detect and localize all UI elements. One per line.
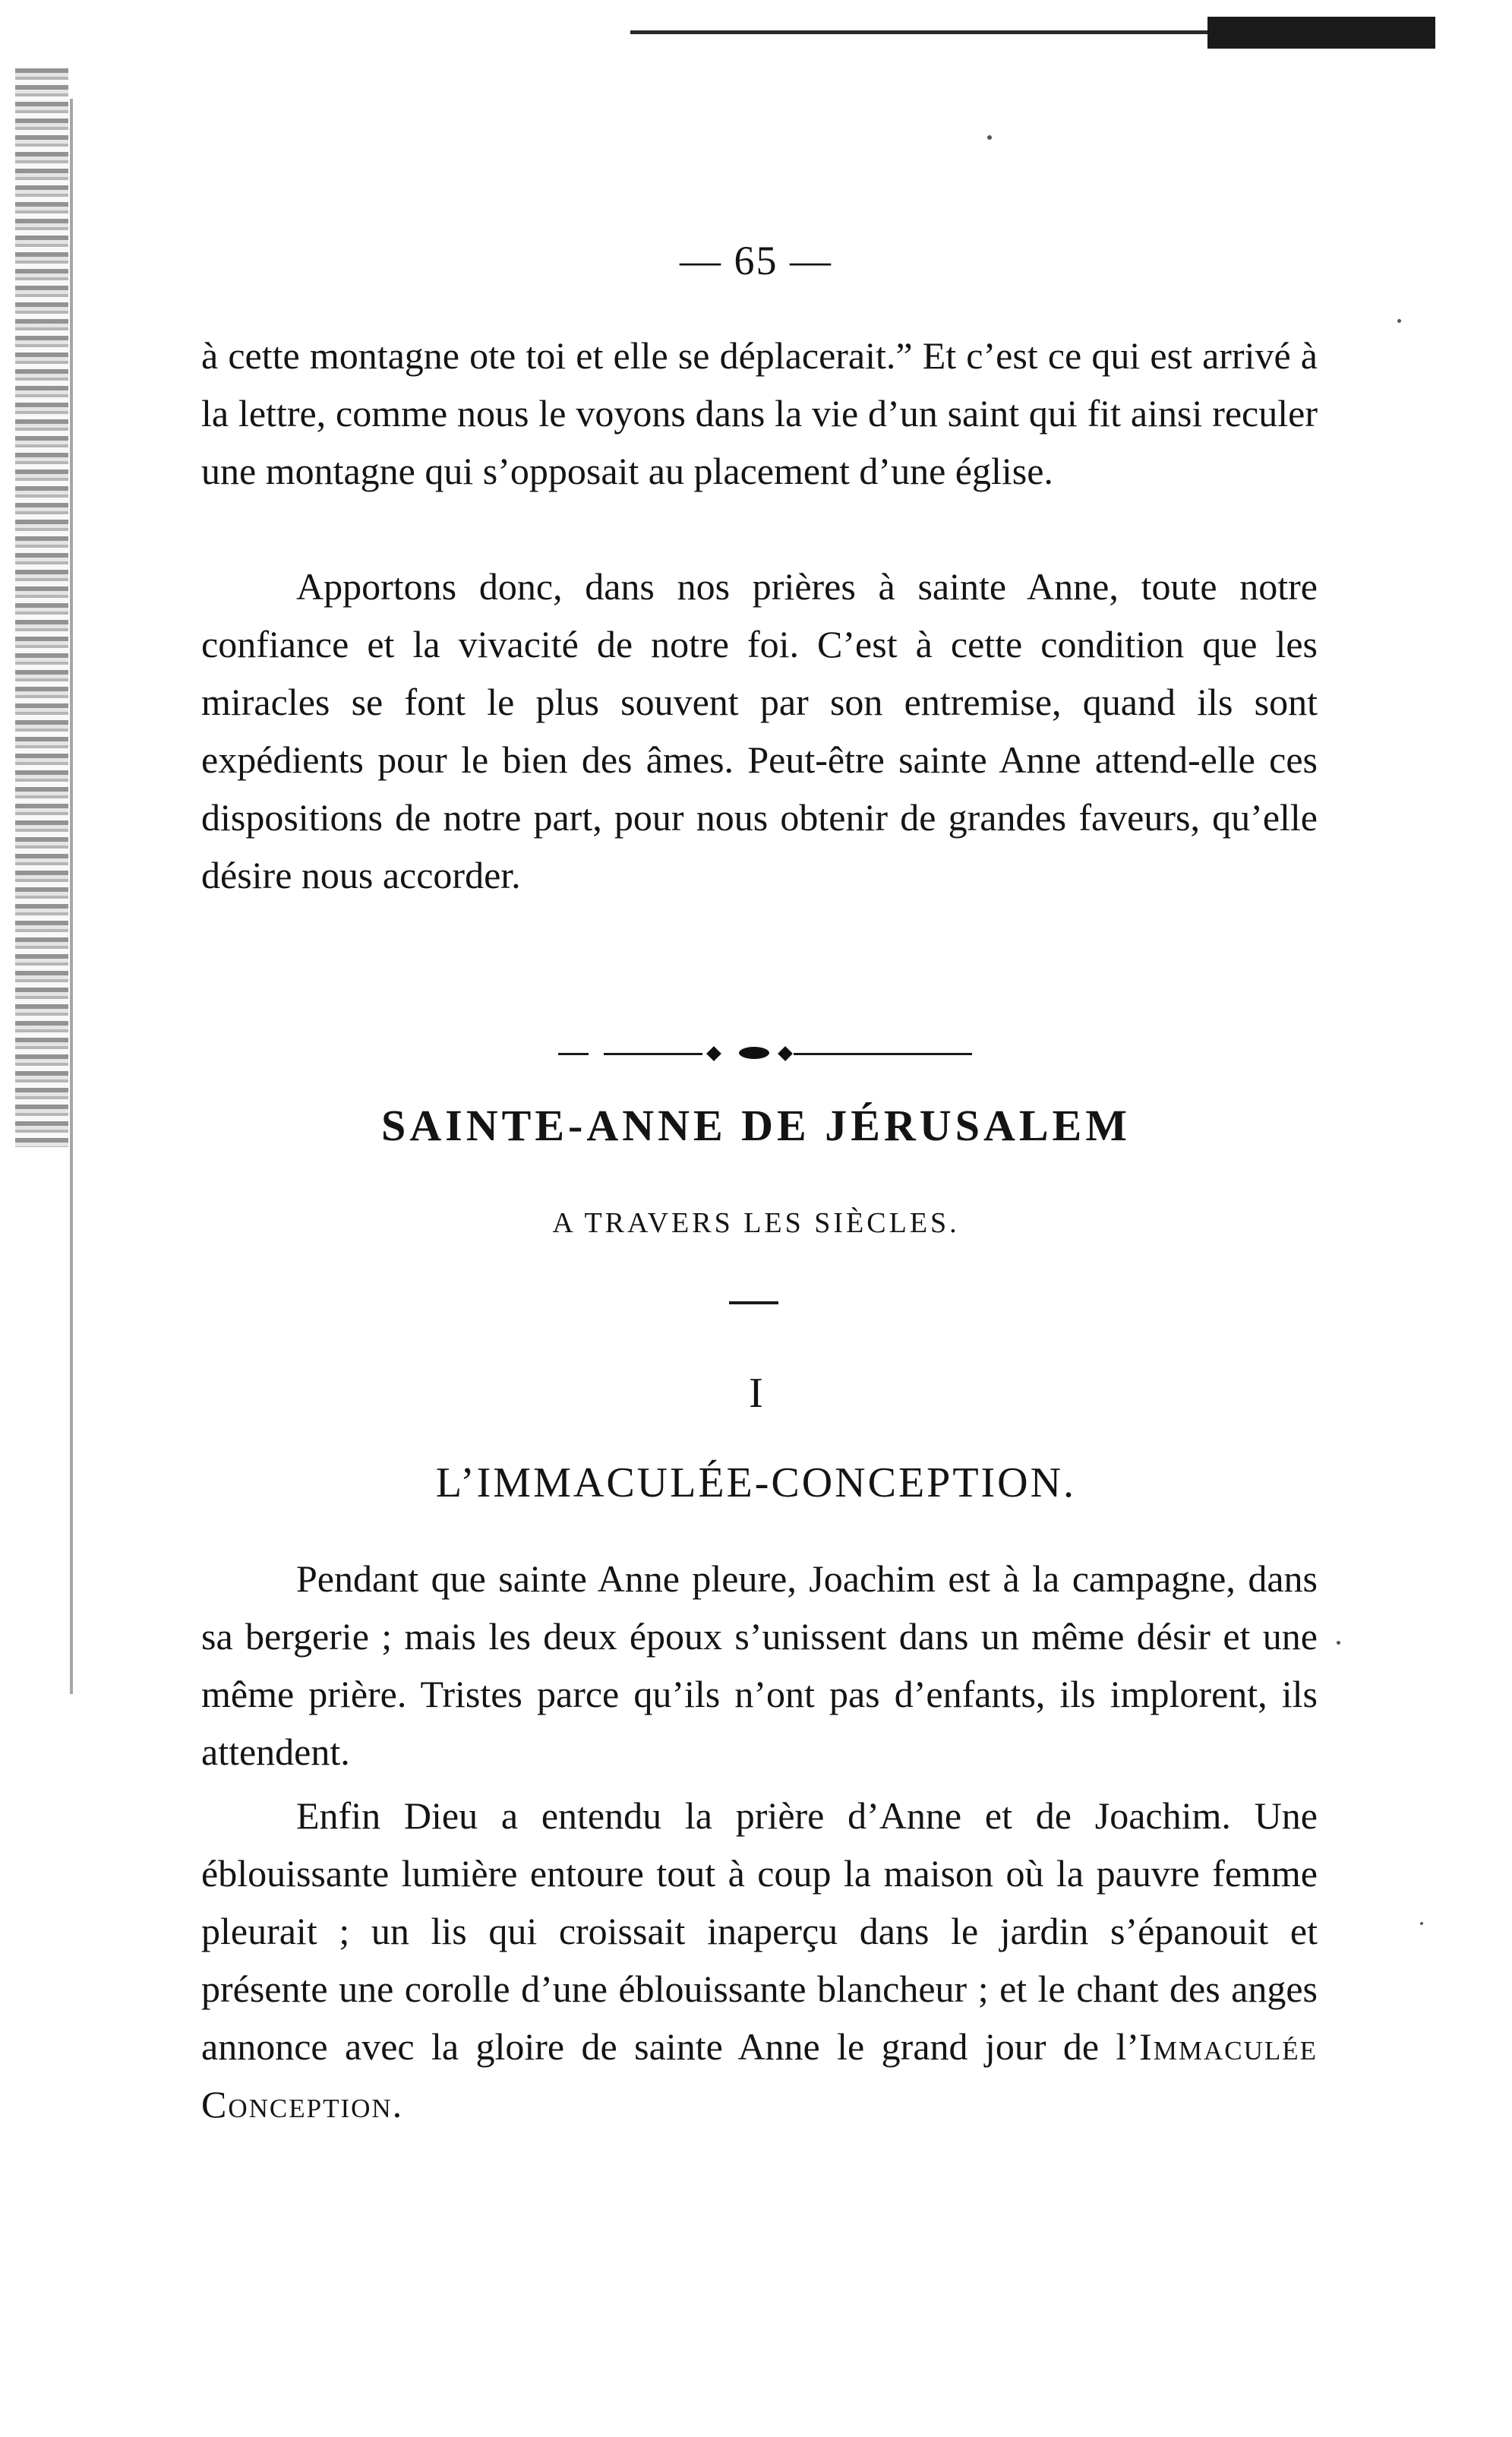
scan-top-dark-bar <box>1207 17 1435 49</box>
scan-speck <box>987 135 992 140</box>
chapter-paragraph-2 <box>201 1787 1318 2133</box>
chapter-paragraph-1: Pendant que sainte Anne pleure, Joachim est à la campagne, dans sa bergerie ; mais les deux époux s’unissent dans un même désir et une même prière. Tristes parce qu’ils n’ont pas d’enfants, ils implorent, ils attendent. <box>201 1557 1318 1773</box>
scan-speck <box>1420 1922 1423 1925</box>
paragraph-2: Apportons donc, dans nos prières à sainte Anne, toute notre confiance et la vivacité de notre foi. C’est à cette condition que les miracles se font le plus souvent par son entremise, quand ils sont expédients pour le bien des âmes. Peut-être sainte Anne attend-elle ces dispositions de notre part, pour nous obtenir de grandes faveurs, qu’elle désire nous accorder. <box>201 565 1318 896</box>
scan-speck <box>1337 1641 1340 1645</box>
ornament-diamond <box>778 1046 793 1061</box>
chapter-number: I <box>749 1370 763 1417</box>
scan-top-rule <box>630 14 1435 44</box>
paragraph-1: à cette montagne ote toi et elle se déplacerait.” Et c’est ce qui est arrivé à la lettre, comme nous le voyons dans la vie d’un saint qui fit ainsi reculer une montagne qui s’opposait au placement d’une église. <box>201 334 1318 492</box>
section-subtitle: A TRAVERS LES SIÈCLES. <box>552 1207 960 1239</box>
scan-speck <box>1397 319 1401 323</box>
ornament-diamond <box>706 1046 721 1061</box>
section-title: SAINTE-ANNE DE JÉRUSALEM <box>381 1101 1131 1150</box>
short-divider <box>729 1301 778 1304</box>
scan-left-edge <box>15 68 68 1147</box>
ornament-blob <box>739 1047 769 1059</box>
chapter-paragraph-2-text: Enfin Dieu a entendu la prière d’Anne et de Joachim. Une éblouissante lumière entoure tout à coup la maison où la pauvre femme pleurait ; un lis qui croissait inaperçu dans le jardin s’épanouit et présente une corolle d’une éblouissante blancheur ; et le chant des anges annonce avec la gloire de sainte Anne le grand jour de l’ <box>201 1794 1318 2068</box>
ornament-line <box>604 1053 702 1055</box>
chapter-title: L’IMMACULÉE-CONCEPTION. <box>435 1459 1077 1506</box>
scan-left-edge-line <box>70 99 73 1694</box>
ornament-divider <box>558 1047 972 1062</box>
ornament-line <box>794 1053 972 1055</box>
page-number: — 65 — <box>680 238 832 283</box>
ornament-line <box>558 1053 589 1055</box>
closing-smallcaps: Immaculée Conception. <box>201 2025 1318 2126</box>
